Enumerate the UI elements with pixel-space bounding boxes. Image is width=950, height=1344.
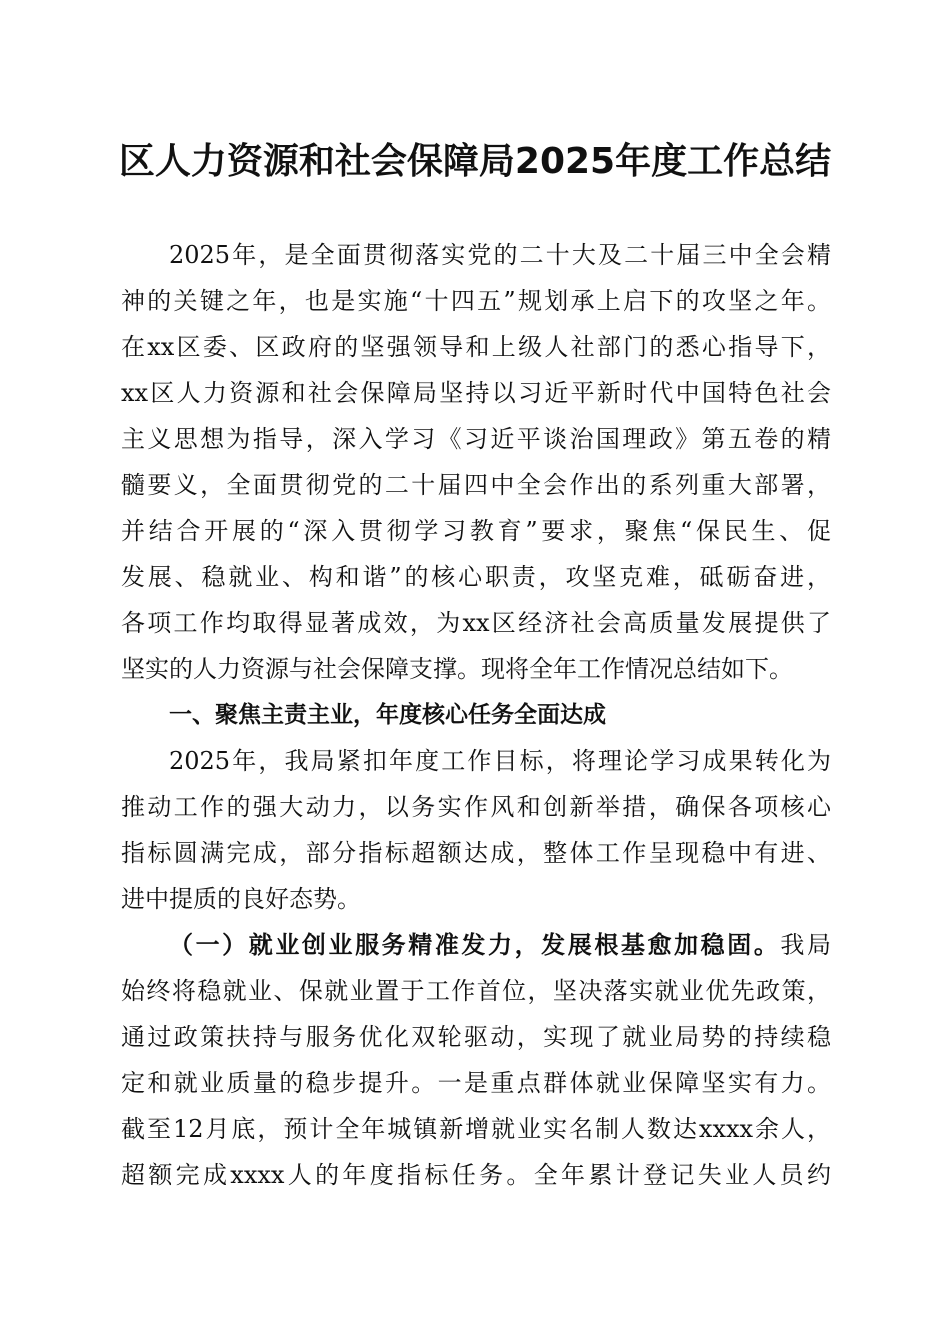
paragraph-line: 主义思想为指导，深入学习《习近平谈治国理政》第五卷的精 bbox=[121, 425, 831, 453]
paragraph-line: 2025年，我局紧扣年度工作目标，将理论学习成果转化为 bbox=[169, 747, 831, 775]
paragraph-line: 各项工作均取得显著成效，为xx区经济社会高质量发展提供了 bbox=[121, 609, 831, 637]
paragraph-line: 截至12月底，预计全年城镇新增就业实名制人数达xxxx余人， bbox=[121, 1115, 831, 1143]
subsection-lead-line bbox=[121, 922, 831, 968]
document-body bbox=[121, 232, 831, 1198]
section-heading: 一、聚焦主责主业，年度核心任务全面达成 bbox=[169, 702, 606, 728]
paragraph-line: 指标圆满完成，部分指标超额达成，整体工作呈现稳中有进、 bbox=[121, 839, 831, 867]
paragraph-line: 在xx区委、区政府的坚强领导和上级人社部门的悉心指导下， bbox=[121, 333, 831, 361]
paragraph-line: 始终将稳就业、保就业置于工作首位，坚决落实就业优先政策， bbox=[121, 977, 831, 1005]
subsection-lead-rest: 我局 bbox=[780, 931, 832, 959]
paragraph-line: 推动工作的强大动力，以务实作风和创新举措，确保各项核心 bbox=[121, 793, 831, 821]
document-title: 区人力资源和社会保障局2025年度工作总结 bbox=[118, 141, 832, 182]
paragraph-line: 神的关键之年，也是实施“十四五”规划承上启下的攻坚之年。 bbox=[121, 287, 831, 315]
paragraph-line: 并结合开展的“深入贯彻学习教育”要求，聚焦“保民生、促 bbox=[121, 517, 831, 545]
paragraph-line: 发展、稳就业、构和谐”的核心职责，攻坚克难，砥砺奋进， bbox=[121, 563, 831, 591]
paragraph-line: xx区人力资源和社会保障局坚持以习近平新时代中国特色社会 bbox=[121, 379, 831, 407]
paragraph-line: 进中提质的良好态势。 bbox=[121, 885, 361, 913]
paragraph-line: 超额完成xxxx人的年度指标任务。全年累计登记失业人员约 bbox=[121, 1161, 831, 1189]
paragraph-line: 髓要义，全面贯彻党的二十届四中全会作出的系列重大部署， bbox=[121, 471, 831, 499]
paragraph-line: 定和就业质量的稳步提升。一是重点群体就业保障坚实有力。 bbox=[121, 1069, 831, 1097]
paragraph-line: 坚实的人力资源与社会保障支撑。现将全年工作情况总结如下。 bbox=[121, 655, 793, 683]
subsection-heading: （一）就业创业服务精准发力，发展根基愈加稳固。 bbox=[169, 930, 781, 959]
paragraph-line: 通过政策扶持与服务优化双轮驱动，实现了就业局势的持续稳 bbox=[121, 1023, 831, 1051]
paragraph-line: 2025年，是全面贯彻落实党的二十大及二十届三中全会精 bbox=[169, 241, 831, 269]
